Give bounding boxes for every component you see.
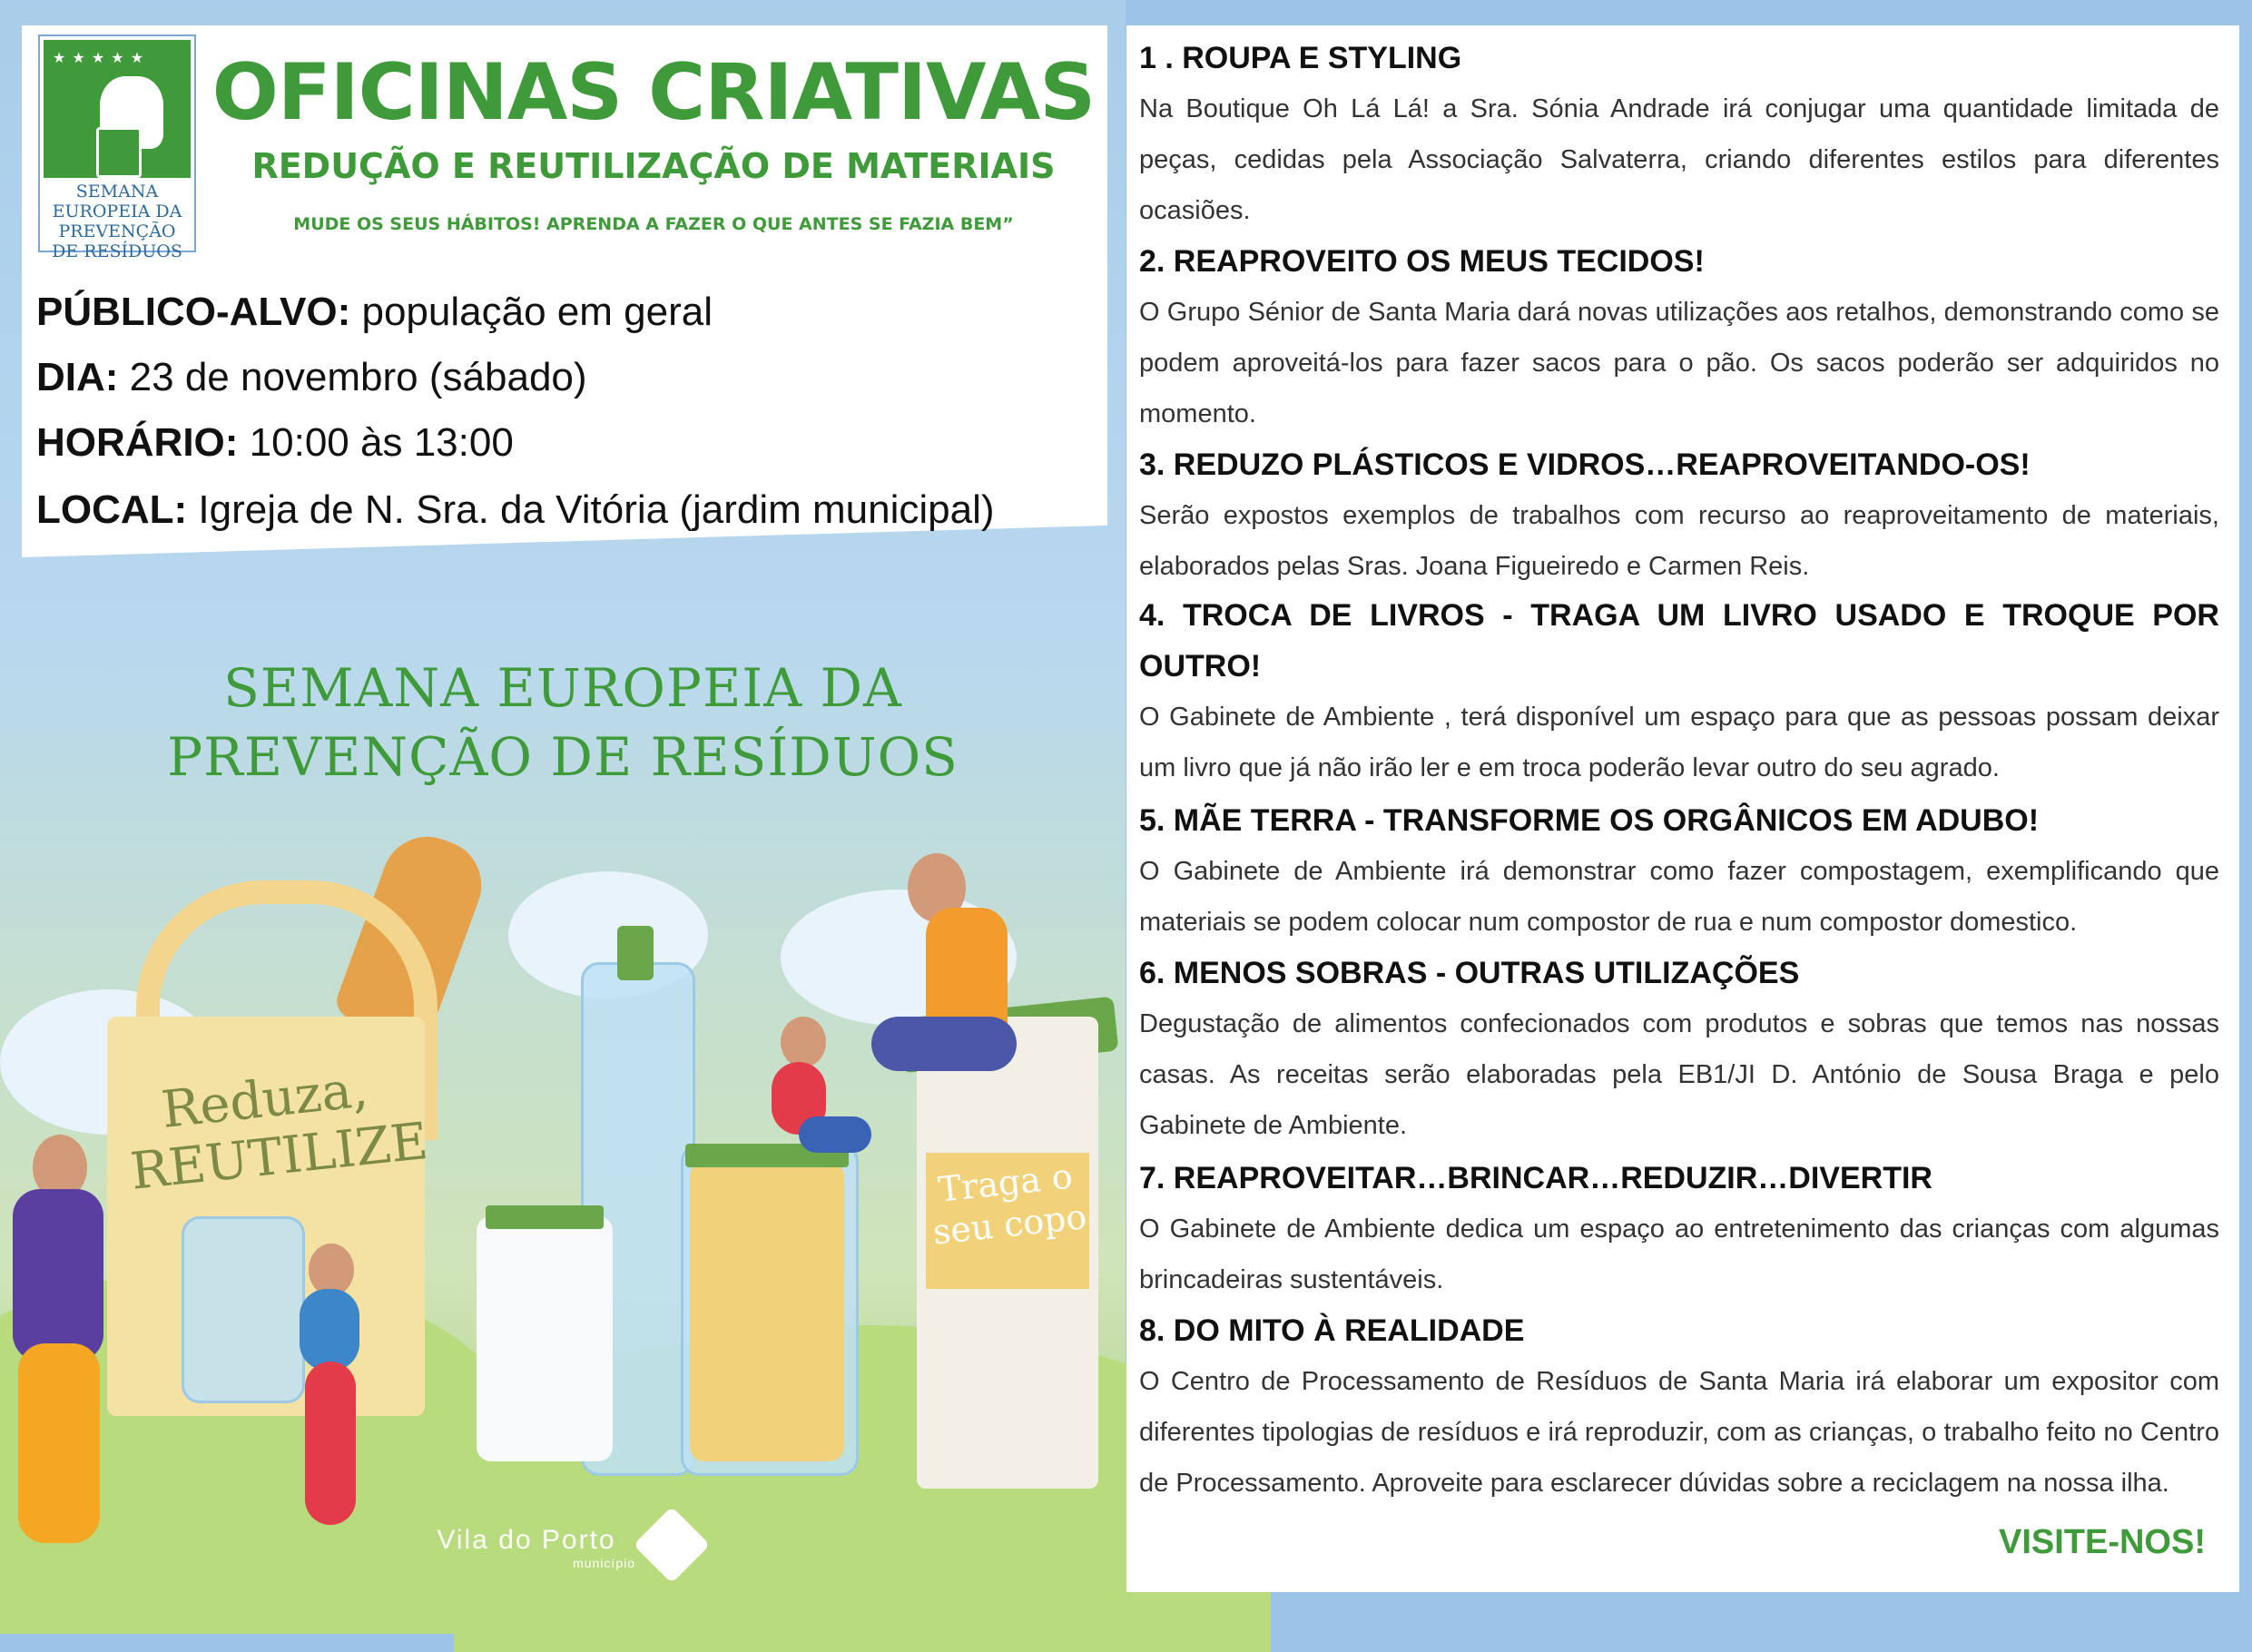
workshop-item [1139,439,2219,592]
info-value: 10:00 às 13:00 [238,420,514,465]
workshop-text: O Centro de Processamento de Resíduos de Santa Maria irá elaborar um expositor com diferentes tipologias de resíduos e irá reproduzir, com as crianças, o trabalho feito no Centro de Processamento. Aproveite para esclarecer dúvidas sobre a reciclagem na nossa ilha. [1139,1367,2219,1498]
logo-emblem [44,40,191,178]
info-value: população em geral [350,290,713,334]
info-label: HORÁRIO: [36,420,239,465]
grain-fill [690,1162,844,1461]
illustration-title: SEMANA EUROPEIA DA PREVENÇÃO DE RESÍDUOS [167,657,959,788]
slogan: MUDE OS SEUS HÁBITOS! APRENDA A FAZER O QUE ANTES SE FAZIA BEM” [293,214,1014,234]
page-subtitle: REDUÇÃO E REUTILIZAÇÃO DE MATERIAIS [251,146,1056,186]
workshop-title: 3. REDUZO PLÁSTICOS E VIDROS…REAPROVEITANDO-OS! [1139,447,2031,482]
workshop-title: 6. MENOS SOBRAS - OUTRAS UTILIZAÇÕES [1139,956,1800,990]
person-legs [305,1362,356,1525]
workshop-title: 7. REAPROVEITAR…BRINCAR…REDUZIR…DIVERTIR [1139,1161,1932,1195]
info-label: DIA: [36,355,119,399]
workshop-title: 2. REAPROVEITO OS MEUS TECIDOS! [1139,244,1705,279]
logo-text: SEMANA EUROPEIA DA PREVENÇÃO DE RESÍDUOS [52,182,182,261]
workshop-title: 4. TROCA DE LIVROS - TRAGA UM LIVRO USADO E TROQUE POR OUTRO! [1139,598,2219,683]
ewwr-logo [38,34,196,261]
workshop-text: Na Boutique Oh Lá Lá! a Sra. Sónia Andrade irá conjugar uma quantidade limitada de peças, cedidas pela Associação Salvaterra, criando diferentes estilos para diferentes ocasiões. [1139,94,2219,225]
workshop-item [1139,948,2219,1151]
info-time [36,419,1089,467]
workshop-text: Serão expostos exemplos de trabalhos com recurso ao reaproveitamento de materiais, elaborados pelas Sras. Joana Figueiredo e Carmen Reis. [1139,501,2219,581]
info-value: 23 de novembro (sábado) [118,355,587,399]
cup-text: Traga o seu copo [930,1155,1089,1253]
person-legs [18,1343,100,1543]
info-label: LOCAL: [36,487,188,532]
info-label: PÚBLICO-ALVO: [36,290,351,334]
visit-us-cta: VISITE-NOS! [1998,1523,2206,1561]
workshop-item [1139,236,2219,439]
eu-stars-icon: ★ ★ ★ ★ ★ [53,49,145,66]
info-date [36,354,1089,401]
person-legs [871,1017,1017,1071]
workshop-text: O Gabinete de Ambiente dedica um espaço ao entretenimento das crianças com algumas brincadeiras sustentáveis. [1139,1214,2219,1294]
bin-icon [96,127,142,178]
workshop-title: 1 . ROUPA E STYLING [1139,41,1462,75]
workshop-item [1139,33,2219,236]
workshop-item [1139,795,2219,948]
person-adult-standing [13,1189,103,1362]
workshop-text: O Grupo Sénior de Santa Maria dará novas utilizações aos retalhos, demonstrando como se podem aproveitá-los para fazer sacos para o pão. Os sacos poderão ser adquiridos no momento. [1139,298,2219,428]
workshop-title: 5. MÃE TERRA - TRANSFORME OS ORGÂNICOS EM ADUBO! [1139,803,2040,838]
info-value: Igreja de N. Sra. da Vitória (jardim municipal) [187,487,995,532]
bottle-stopper [617,926,654,980]
workshop-text: Degustação de alimentos confecionados com produtos e sobras que temos nas nossas casas. As receitas serão elaboradas pela EB1/JI D. António de Sousa Braga e pelo Gabinete de Ambiente. [1139,1009,2219,1140]
workshop-text: O Gabinete de Ambiente , terá disponível um espaço para que as pessoas possam deixar um livro que já não irão ler e em troca poderão levar outro do seu agrado. [1139,703,2219,782]
workshop-item [1139,590,2219,793]
jar-lid [486,1205,604,1229]
illustration [0,581,1126,1592]
workshop-item [1139,1305,2219,1509]
person-child-standing [300,1289,359,1371]
workshop-title: 8. DO MITO À REALIDADE [1139,1313,1525,1348]
workshop-item [1139,1153,2219,1305]
person-legs [799,1116,871,1153]
jar-icon [182,1216,305,1403]
bag-text: Reduza, REUTILIZE [127,1059,431,1202]
page-title: OFICINAS CRIATIVAS [211,47,1096,138]
milk-jar-icon [477,1216,613,1461]
person-head [781,1017,826,1067]
info-location [36,487,1089,534]
vila-do-porto-logo-text: Vila do Porto [437,1525,616,1555]
workshop-text: O Gabinete de Ambiente irá demonstrar como fazer compostagem, exemplificando que materiais se podem colocar num compostor de rua e num compostor domestico. [1139,857,2219,937]
vila-do-porto-logo-subtext: município [573,1556,635,1570]
info-audience [36,289,1089,336]
